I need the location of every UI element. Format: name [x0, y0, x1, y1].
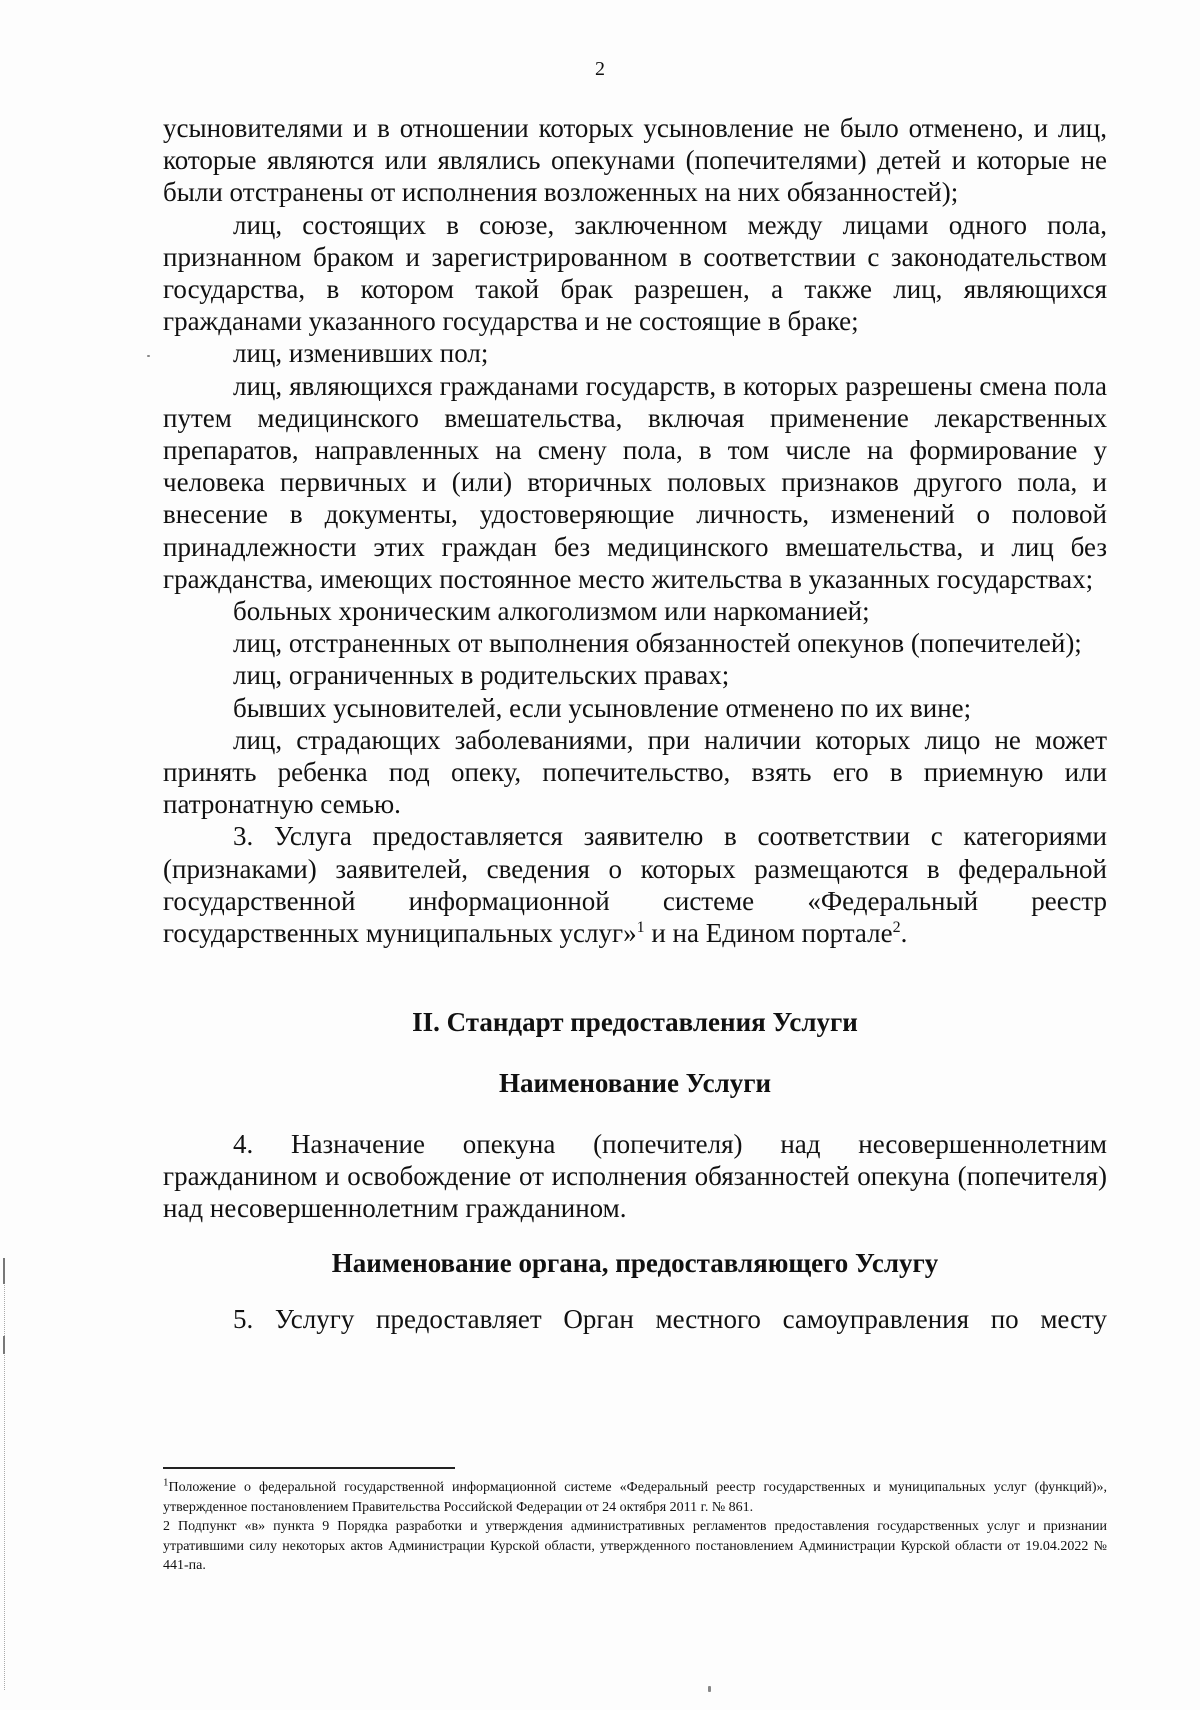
footnotes [163, 1478, 1107, 1576]
footnote-1 [163, 1478, 1107, 1517]
paragraph-limited-parental-rights: лиц, ограниченных в родительских правах; [233, 660, 730, 691]
paragraph-5: 5. Услугу предоставляет Орган местного самоуправления по месту [233, 1304, 1107, 1334]
paragraph-diseases: лиц, страдающих заболеваниями, при наличии которых лицо не может принять ребенка под опеку, попечительство, взять его в приемную или патронатную семью. [163, 724, 1107, 820]
paragraph-4: 4. Назначение опекуна (попечителя) над несовершеннолетним гражданином и освобождение от исполнения обязанностей опекуна (попечителя) над несовершеннолетним гражданином. [163, 1129, 1107, 1224]
paragraph-adopters-continuation: усыновителями и в отношении которых усыновление не было отменено, и лиц, которые являются или являлись опекунами (попечителями) детей и которые не были отстранены от исполнения возложенных на них обязанностей); [163, 113, 1107, 208]
footnote-1-text: Положение о федеральной государственной информационной системе «Федеральный реестр государственных и муниципальных услуг (функций)», утвержденное постановлением Правительства Российской Федерации от 24 октября 2011 г. № 861. [163, 1480, 1107, 1515]
body-text-block [163, 112, 1107, 949]
paragraph-citizens-of-states: лиц, являющихся гражданами государств, в которых разрешены смена пола путем медицинского вмешательства, включая применение лекарственных препаратов, направленных на смену пола, в том числе на формирование у человека первичных и (или) вторичных половых признаков другого пола, и внесение в документы, удостоверяющие личность, изменений о половой принадлежности этих граждан без медицинского вмешательства, и лиц без гражданства, имеющих постоянное место жительства в указанных государствах; [163, 370, 1107, 594]
footnote-ref-1[interactable]: 1 [636, 919, 645, 937]
paragraph-alcoholism: больных хроническим алкоголизмом или наркоманией; [233, 596, 870, 627]
scan-margin-mark [3, 1258, 5, 1284]
footnote-ref-2[interactable]: 2 [892, 919, 901, 937]
paragraph-removed-guardians: лиц, отстраненных от выполнения обязанностей опекунов (попечителей); [233, 628, 1082, 659]
paragraph-3 [163, 820, 1107, 949]
footnote-2 [163, 1517, 1107, 1576]
scan-speck [147, 355, 150, 357]
page-number: 2 [595, 58, 605, 80]
paragraph-same-sex-union: лиц, состоящих в союзе, заключенном между лицами одного пола, признанном браком и зарегистрированном в соответствии с законодательством государства, в котором такой брак разрешен, а также лиц, являющихся гражданами указанного государства и не состоящие в браке; [163, 209, 1107, 337]
paragraph-gender-change: лиц, изменивших пол; [233, 338, 489, 369]
paragraph-3-text-continued: и на Едином портале [644, 918, 893, 949]
paragraph-3-end: . [900, 918, 908, 949]
body-text-block-4 [163, 1128, 1107, 1225]
paragraph-3-text: 3. Услуга предоставляется заявителю в соответствии с категориями (признаками) заявителей, сведения о которых размещаются в федеральной государственной информационной системе «Федеральный реестр государственных муниципальных услуг» [163, 821, 1107, 949]
footnote-1-mark: 1 [163, 1476, 169, 1489]
scan-margin-mark [3, 1336, 5, 1354]
footnote-separator [163, 1467, 455, 1469]
scan-speck [708, 1686, 711, 1692]
subheading-service-name: Наименование Услуги [498, 1068, 772, 1098]
subheading-providing-body: Наименование органа, предоставляющего Услугу [331, 1248, 939, 1278]
scan-margin-artifact [4, 1270, 9, 1690]
paragraph-former-adopters: бывших усыновителей, если усыновление отменено по их вине; [233, 692, 972, 723]
body-text-block-5 [163, 1303, 1107, 1335]
footnote-2-text: 2 Подпункт «в» пункта 9 Порядка разработки и утверждения административных регламентов предоставления государственных услуг и признании утратившими силу некоторых актов Администрации Курской области, утвержденного постановлением Администрации Курской области от 19.04.2022 № 441-па. [163, 1519, 1107, 1573]
section-heading: II. Стандарт предоставления Услуги [412, 1007, 858, 1037]
